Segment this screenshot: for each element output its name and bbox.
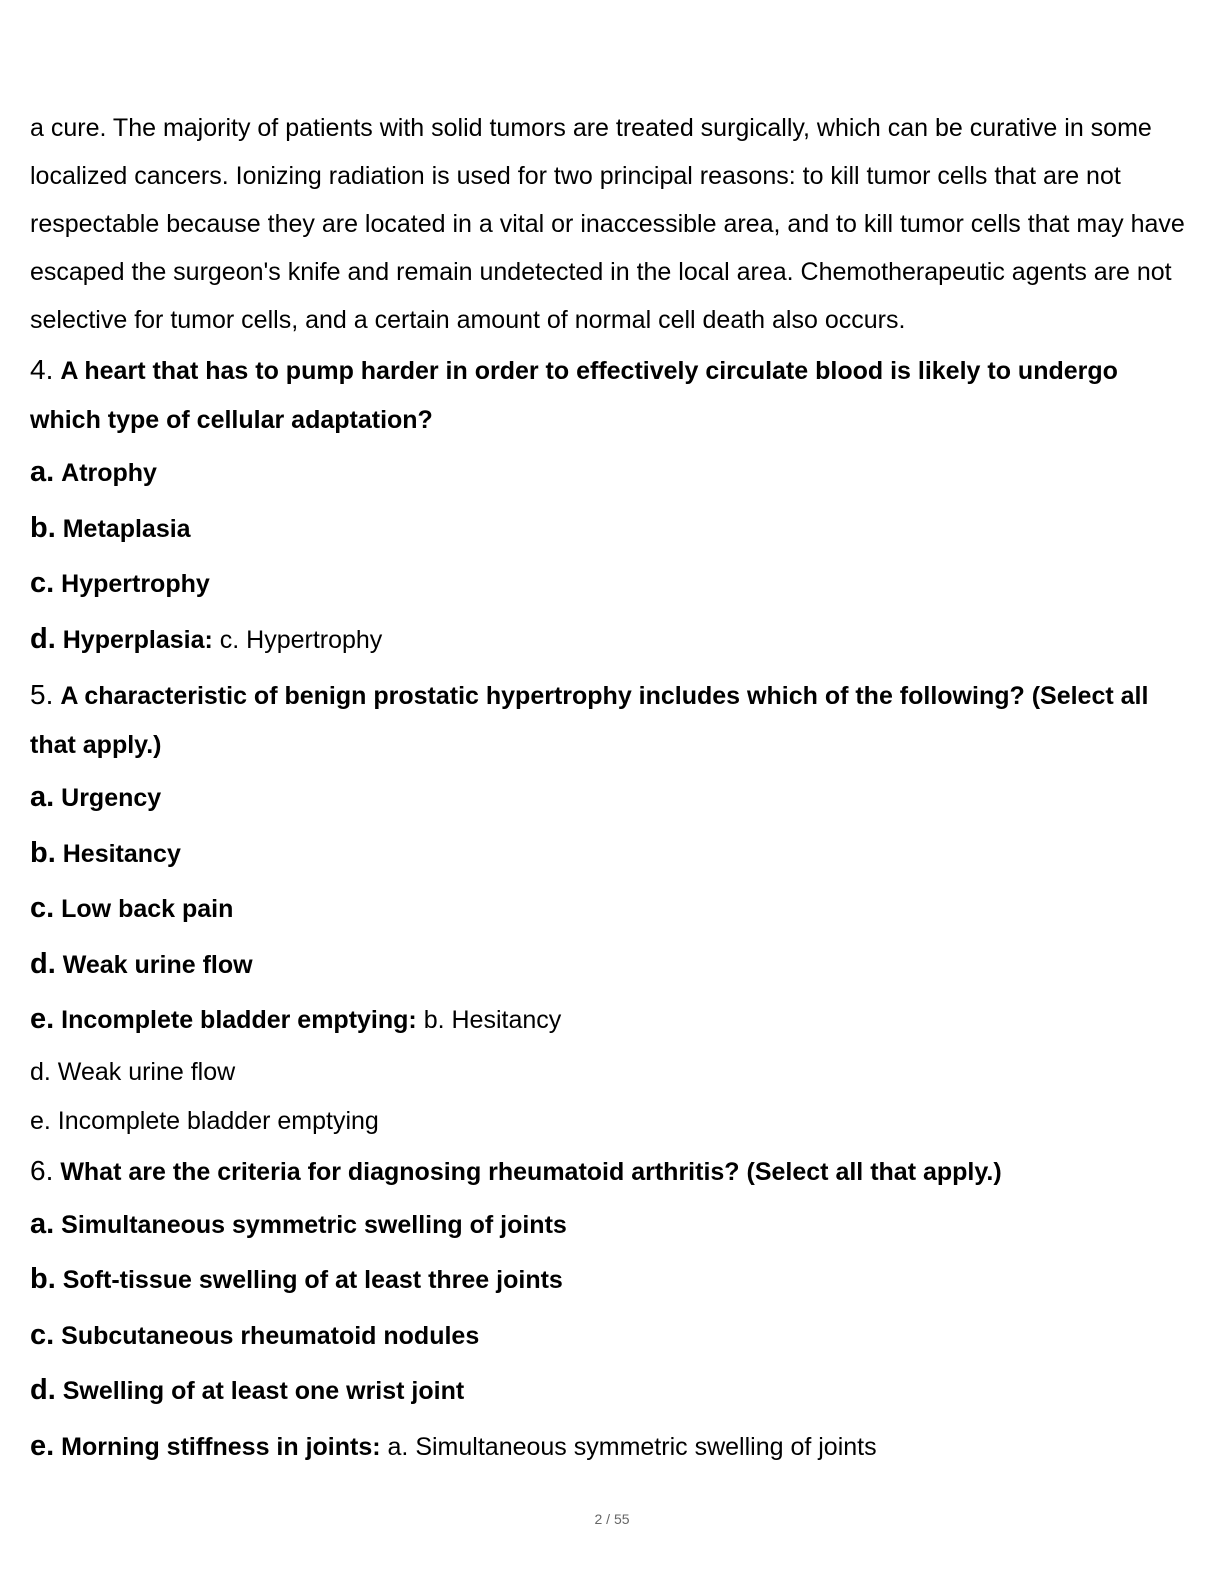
option-c — [30, 556, 1190, 612]
question-number: 6. — [30, 1154, 54, 1186]
question-text: What are the criteria for diagnosing rheumatoid arthritis? (Select all that apply.) — [60, 1157, 1002, 1186]
option-text: Swelling of at least one wrist joint — [62, 1377, 465, 1405]
option-d — [30, 937, 1190, 993]
page-indicator: 2 / 55 — [594, 1511, 630, 1527]
option-text: Hypertrophy — [61, 570, 210, 598]
question-5 — [30, 670, 1190, 1146]
option-e — [30, 1419, 1190, 1475]
option-b — [30, 1252, 1190, 1308]
option-letter: a. — [30, 1207, 55, 1240]
option-e — [30, 992, 1190, 1048]
option-text: Low back pain — [61, 895, 234, 923]
option-a — [30, 770, 1190, 826]
extra-answer: e. Incomplete bladder emptying — [30, 1106, 379, 1135]
question-6 — [30, 1146, 1190, 1475]
option-text: Incomplete bladder emptying: — [61, 1006, 417, 1034]
option-text: Metaplasia — [62, 514, 191, 543]
option-letter: b. — [30, 511, 56, 544]
answer-text: c. Hypertrophy — [219, 625, 383, 654]
option-d — [30, 612, 1190, 668]
option-text: Atrophy — [61, 459, 157, 487]
option-letter: d. — [30, 1374, 56, 1406]
option-text: Urgency — [61, 784, 162, 812]
question-number: 4. — [30, 354, 54, 385]
option-letter: d. — [30, 622, 56, 655]
option-letter: d. — [30, 947, 56, 980]
question-4 — [30, 345, 1190, 667]
option-a — [30, 1197, 1190, 1253]
option-letter: a. — [30, 456, 55, 488]
option-text: Soft-tissue swelling of at least three joints — [62, 1266, 563, 1294]
option-text: Morning stiffness in joints: — [61, 1432, 381, 1461]
option-letter: b. — [30, 1263, 56, 1295]
option-text: Weak urine flow — [62, 950, 253, 979]
option-text: Simultaneous symmetric swelling of joints — [61, 1210, 567, 1239]
extra-answer: d. Weak urine flow — [30, 1057, 236, 1086]
option-d — [30, 1363, 1190, 1419]
option-c — [30, 881, 1190, 937]
option-letter: c. — [30, 567, 55, 599]
option-text: Hyperplasia: — [62, 625, 213, 654]
question-text: A heart that has to pump harder in order to effectively circulate blood is likely to undergo which type of cellular adaptation? — [30, 357, 1118, 434]
question-stem — [30, 345, 1190, 445]
question-text: A characteristic of benign prostatic hypertrophy includes which of the following? (Select all that apply.) — [30, 682, 1149, 759]
option-letter: c. — [30, 1318, 55, 1351]
option-c — [30, 1308, 1190, 1364]
answer-text: a. Simultaneous symmetric swelling of joints — [387, 1432, 877, 1461]
answer-text: b. Hesitancy — [423, 1006, 562, 1034]
question-stem — [30, 670, 1190, 770]
option-letter: c. — [30, 892, 55, 924]
question-stem — [30, 1146, 1190, 1197]
option-text: Hesitancy — [62, 839, 181, 868]
document-page — [30, 104, 1190, 1474]
option-letter: b. — [30, 836, 56, 869]
question-number: 5. — [30, 679, 54, 710]
option-text: Subcutaneous rheumatoid nodules — [61, 1321, 480, 1350]
option-letter: e. — [30, 1429, 55, 1462]
option-letter: e. — [30, 1003, 55, 1035]
option-b — [30, 826, 1190, 882]
option-b — [30, 501, 1190, 557]
intro-paragraph: a cure. The majority of patients with solid tumors are treated surgically, which can be curative in some localized cancers. Ionizing radiation is used for two principal reasons: to kill tumor cells that are not respectable because they are located in a vital or inaccessible area, and to kill tumor cells that may have escaped the surgeon's knife and remain undetected in the local area. Chemotherapeutic agents are not selective for tumor cells, and a certain amount of normal cell death also occurs. — [30, 114, 1185, 334]
option-letter: a. — [30, 781, 55, 813]
option-a — [30, 445, 1190, 501]
